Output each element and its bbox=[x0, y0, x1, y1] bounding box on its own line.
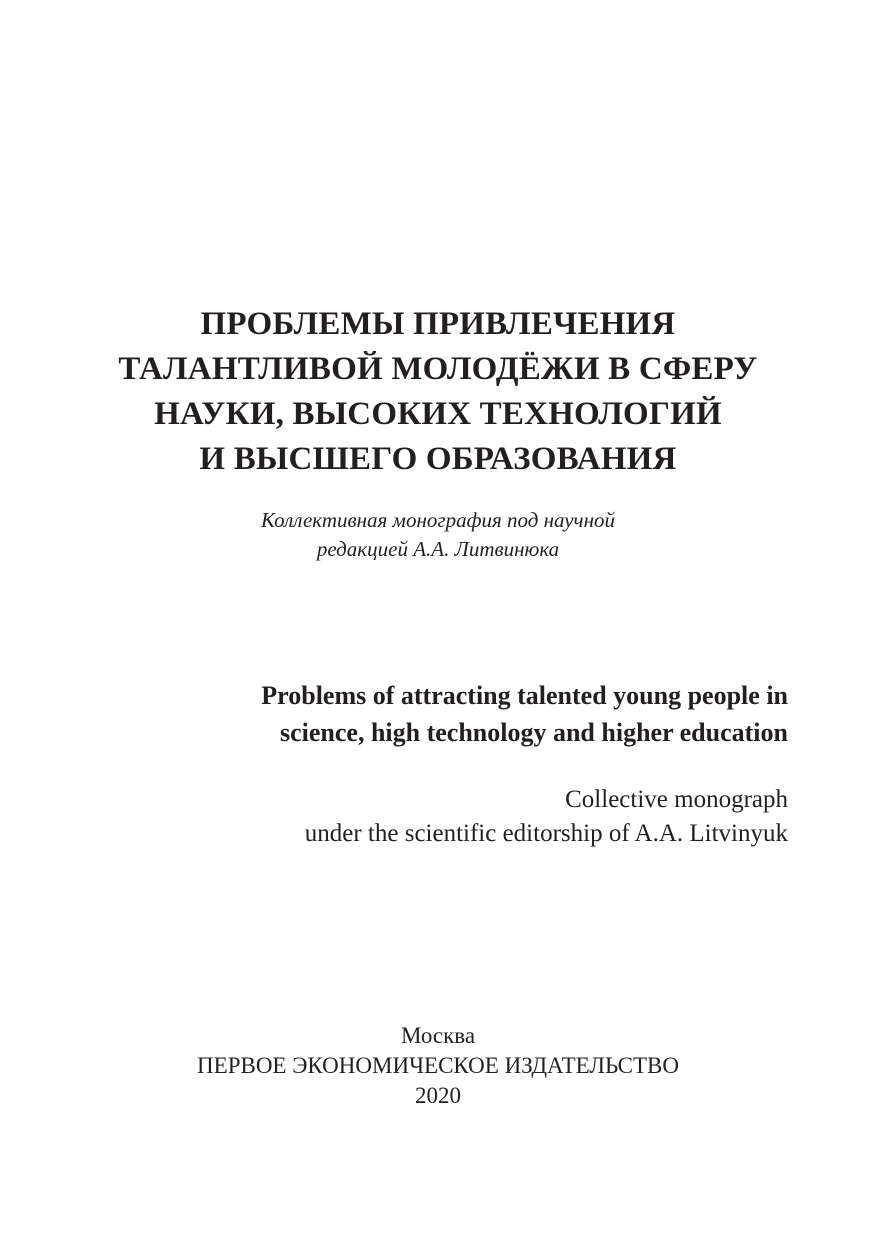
russian-subtitle-line-2: редакцией А.А. Литвинюка bbox=[316, 537, 560, 561]
russian-title-line-4: И ВЫСШЕГО ОБРАЗОВАНИЯ bbox=[199, 441, 677, 477]
russian-title-line-1: ПРОБЛЕМЫ ПРИВЛЕЧЕНИЯ bbox=[200, 306, 676, 342]
imprint-year: 2020 bbox=[415, 1083, 461, 1108]
russian-title bbox=[0, 302, 876, 482]
english-subtitle-line-1: Collective monograph bbox=[565, 786, 788, 813]
russian-title-line-2: ТАЛАНТЛИВОЙ МОЛОДЁЖИ В СФЕРУ bbox=[118, 351, 758, 387]
english-subtitle bbox=[88, 783, 788, 851]
russian-title-line-3: НАУКИ, ВЫСОКИХ ТЕХНОЛОГИЙ bbox=[154, 396, 722, 432]
english-title-line-2: science, high technology and higher education bbox=[279, 718, 788, 747]
english-title-line-1: Problems of attracting talented young people in bbox=[261, 681, 788, 710]
imprint-city: Москва bbox=[400, 1023, 476, 1048]
russian-subtitle-line-1: Коллективная монография под научной bbox=[261, 508, 615, 532]
english-title bbox=[88, 677, 788, 751]
imprint-publisher: ПЕРВОЕ ЭКОНОМИЧЕСКОЕ ИЗДАТЕЛЬСТВО bbox=[197, 1053, 679, 1078]
english-subtitle-line-2: under the scientific editorship of A.A. Litvinyuk bbox=[304, 820, 788, 847]
imprint bbox=[0, 1021, 876, 1111]
russian-subtitle bbox=[0, 506, 876, 564]
